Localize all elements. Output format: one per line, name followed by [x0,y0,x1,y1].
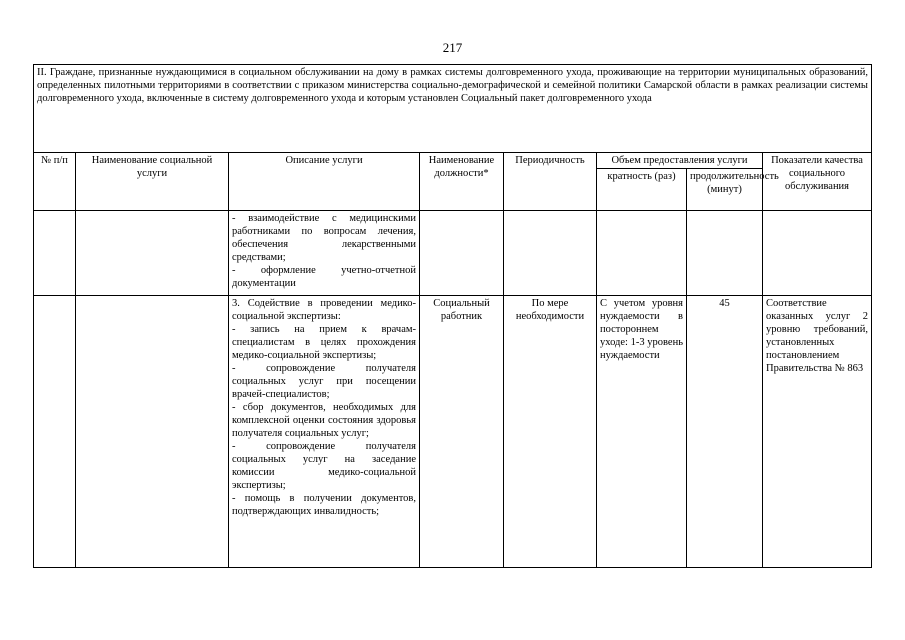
description-item: - сопровождение получателя социальных услуг при посещении врачей-специалистов; [232,363,416,400]
header-num: № п/п [34,153,76,211]
section-heading: II. Граждане, признанные нуждающимися в социальном обслуживании на дому в рамках системы долговременного ухода, проживающие на территории муниципальных образований, определенных пилотными территориями в соответствии с приказом министерства социально-демографической и семейной политики Самарской области в рамках реализации системы долговременного ухода, включенные в систему долговременного ухода и которым установлен Социальный пакет долговременного ухода [34,65,872,153]
services-table [33,64,872,568]
cell-description [229,211,420,296]
description-item: - помощь в получении документов, подтверждающих инвалидность; [232,493,416,517]
header-service-name: Наименование социальной услуги [76,153,229,211]
header-description: Описание услуги [229,153,420,211]
cell-periodicity [504,211,597,296]
header-quality: Показатели качества социального обслуживания [763,153,872,211]
cell-duration: 45 [687,296,763,568]
header-frequency: кратность (раз) [597,169,687,211]
description-item: - взаимодействие с медицинскими работниками по вопросам лечения, обеспечения лекарственными средствами; [232,213,416,263]
header-row-1 [34,153,872,169]
description-item: - оформление учетно-отчетной документации [232,265,416,289]
header-periodicity: Периодичность [504,153,597,211]
header-duration: продолжительность (минут) [687,169,763,211]
cell-num [34,296,76,568]
header-volume-group: Объем предоставления услуги [597,153,763,169]
cell-duration [687,211,763,296]
cell-description [229,296,420,568]
cell-periodicity: По мере необходимости [504,296,597,568]
cell-frequency: С учетом уровня нуждаемости в постороннем уходе: 1-3 уровень нуждаемости [597,296,687,568]
cell-position [420,211,504,296]
cell-quality: Соответствие оказанных услуг 2 уровню требований, установленных постановлением Правительства № 863 [763,296,872,568]
page-number: 217 [442,40,463,55]
cell-service-name [76,211,229,296]
table-row [34,211,872,296]
description-item: - сопровождение получателя социальных услуг на заседание комиссии медико-социальной экспертизы; [232,441,416,491]
section-heading-row [34,65,872,153]
description-item: - сбор документов, необходимых для комплексной оценки состояния здоровья получателя социальных услуг; [232,402,416,439]
cell-frequency [597,211,687,296]
description-item: 3. Содействие в проведении медико-социальной экспертизы: [232,298,416,322]
cell-service-name [76,296,229,568]
cell-position: Социальный работник [420,296,504,568]
description-item: - запись на прием к врачам-специалистам в целях прохождения медико-социальной экспертизы; [232,324,416,361]
cell-num [34,211,76,296]
cell-quality [763,211,872,296]
header-position: Наименование должности* [420,153,504,211]
table-row [34,296,872,568]
